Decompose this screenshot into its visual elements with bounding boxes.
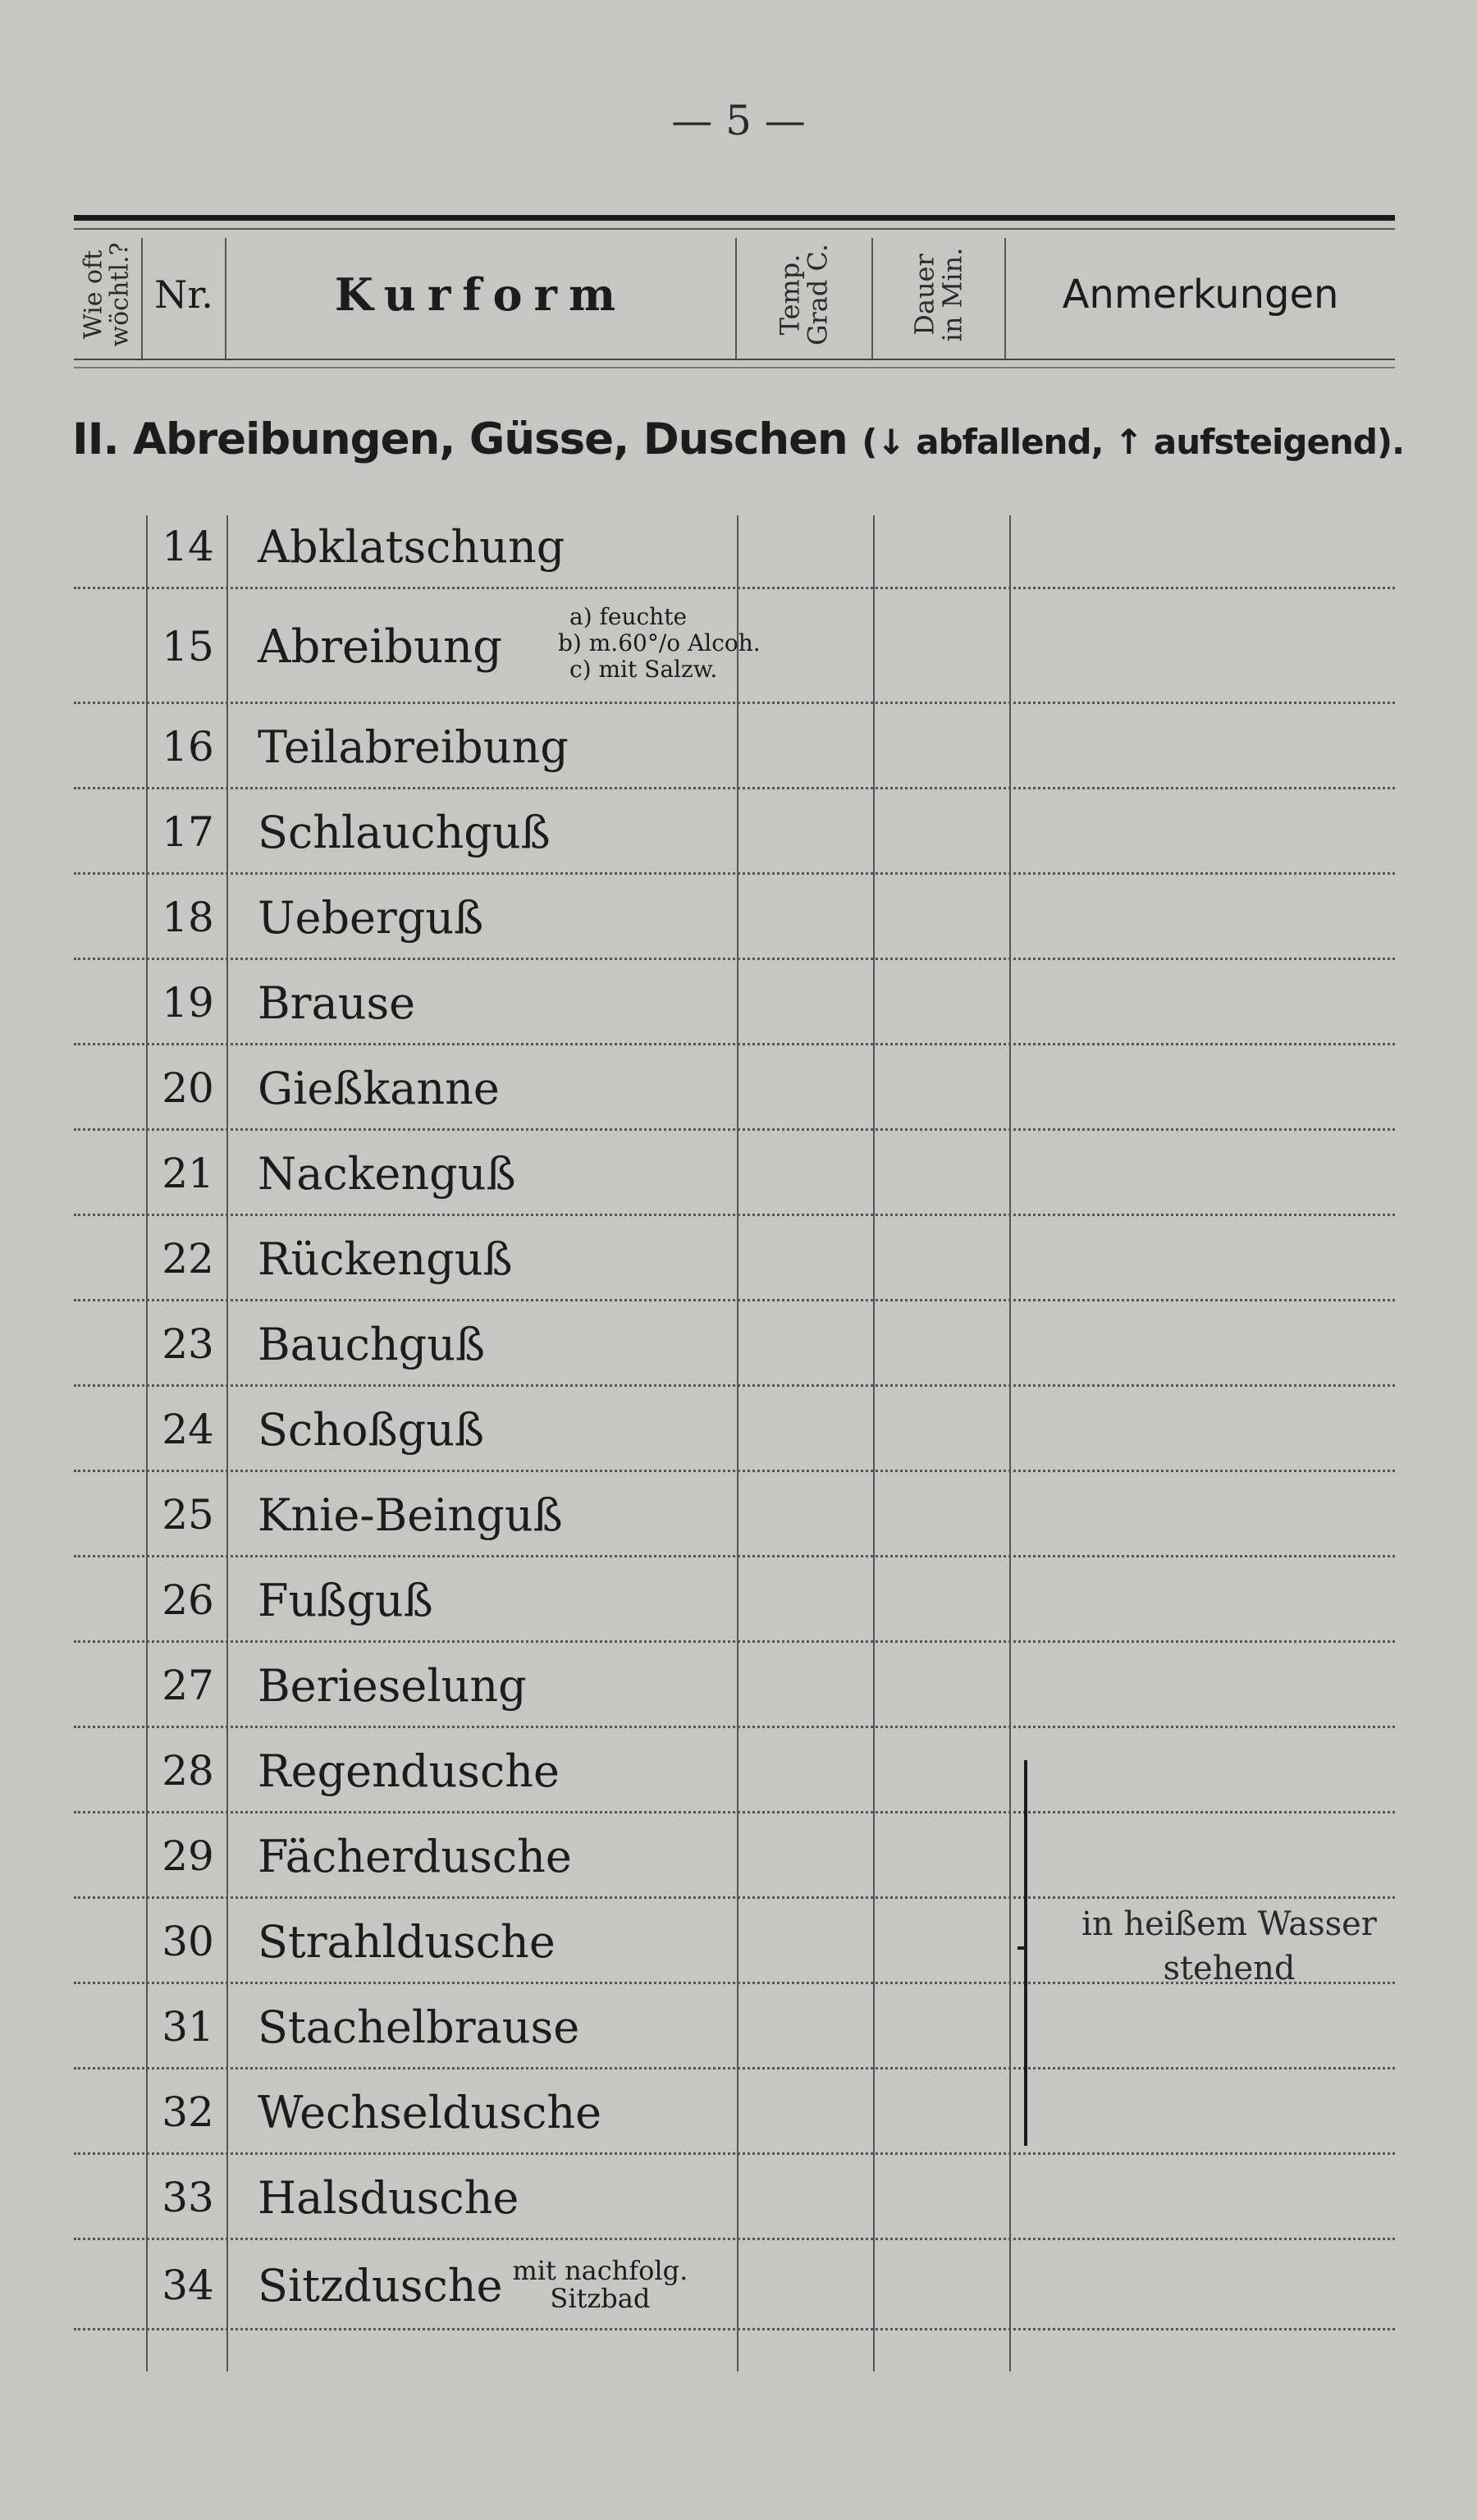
header-wie-oft [74, 230, 139, 359]
row-number: 19 [162, 979, 214, 1027]
row-number: 23 [162, 1320, 214, 1368]
remark-line2: stehend [1163, 1950, 1296, 1987]
row-name: Berieselung [258, 1659, 527, 1712]
row-name: Rückenguß [258, 1233, 513, 1285]
header-temp [737, 230, 871, 359]
table-row [74, 789, 1395, 875]
row-sublist [558, 604, 761, 684]
header-dauer-line1: Dauer [908, 253, 940, 336]
table-row [74, 1813, 1395, 1899]
table-row [74, 960, 1395, 1045]
header-dauer [873, 230, 1004, 359]
section-title: II. Abreibungen, Güsse, Duschen [72, 414, 848, 464]
row-name: Schoßguß [258, 1403, 485, 1456]
row-number: 26 [162, 1576, 214, 1624]
row-number: 27 [162, 1662, 214, 1709]
row-number: 24 [162, 1406, 214, 1453]
header-temp-line1: Temp. [774, 254, 806, 335]
table-row [74, 1216, 1395, 1301]
row-number: 17 [162, 808, 214, 856]
table-row [74, 1984, 1395, 2070]
row-number: 29 [162, 1832, 214, 1880]
row-name: Regendusche [258, 1745, 560, 1797]
row-name: Bauchguß [258, 1318, 486, 1370]
brace-tip [1017, 1946, 1027, 1950]
row-name: Wechseldusche [258, 2086, 602, 2138]
section-heading [72, 414, 1418, 464]
table-row [74, 704, 1395, 789]
row-name: Abreibung [258, 620, 502, 674]
header-rule [74, 359, 1395, 360]
table-row [74, 1472, 1395, 1557]
row-number: 34 [162, 2262, 214, 2309]
row-number: 28 [162, 1747, 214, 1795]
page-number: — 5 — [671, 97, 806, 144]
row-number: 31 [162, 2003, 214, 2051]
row-name: Teilabreibung [258, 720, 569, 773]
brace-bracket [1024, 1760, 1027, 2146]
header-rule-thin [74, 367, 1395, 368]
row-note-line1: mit nachfolg. [512, 2255, 688, 2287]
row-name-text: Sitzdusche [258, 2259, 503, 2312]
row-name: Gießkanne [258, 1062, 500, 1114]
row-name: Abklatschung [258, 520, 565, 573]
row-number: 30 [162, 1918, 214, 1965]
table-row [74, 1643, 1395, 1728]
table-row [74, 875, 1395, 960]
row-note [512, 2257, 688, 2312]
row-name: Schlauchguß [258, 806, 551, 858]
row-name: Stachelbrause [258, 2001, 580, 2053]
sub-item: a) feuchte [569, 603, 688, 630]
row-name: Fußguß [258, 1574, 433, 1626]
header-wie-oft-line2: wöchtl.? [105, 241, 134, 347]
table-row [74, 1131, 1395, 1216]
row-name: Brause [258, 976, 416, 1029]
table-row [74, 2155, 1395, 2240]
table-row [74, 2070, 1395, 2155]
row-name: Ueberguß [258, 891, 484, 944]
table-row [74, 1387, 1395, 1472]
row-name: Knie-Beinguß [258, 1489, 563, 1541]
table-row [74, 2240, 1395, 2330]
header-nr: Nr. [154, 272, 213, 317]
header-anmerkungen: Anmerkungen [1062, 271, 1339, 318]
table-row [74, 504, 1395, 589]
header-dauer-line2: in Min. [936, 247, 967, 341]
row-name: Fächerdusche [258, 1830, 572, 1882]
row-number: 14 [162, 523, 214, 570]
row-number: 33 [162, 2174, 214, 2221]
row-name: Nackenguß [258, 1147, 516, 1200]
row-number: 15 [162, 623, 214, 670]
header-wie-oft-line1: Wie oft [79, 249, 108, 339]
row-number: 25 [162, 1491, 214, 1539]
header-kurform: Kurform [334, 268, 628, 321]
sub-item: b) m.60°/o Alcoh. [558, 629, 761, 657]
row-number: 20 [162, 1064, 214, 1112]
row-name: Halsdusche [258, 2171, 519, 2224]
remark-line1: in heißem Wasser [1081, 1905, 1377, 1943]
table-row [74, 1557, 1395, 1643]
row-name [258, 2240, 688, 2330]
row-note-line2: Sitzbad [550, 2283, 651, 2314]
row-number: 21 [162, 1150, 214, 1197]
row-number: 18 [162, 894, 214, 941]
remark-note [1032, 1902, 1426, 1991]
row-number: 16 [162, 723, 214, 771]
table-row [74, 1728, 1395, 1813]
sub-item: c) mit Salzw. [569, 656, 718, 684]
section-legend: (↓ abfallend, ↑ aufsteigend). [862, 422, 1405, 462]
table-row [74, 1301, 1395, 1387]
row-name: Strahldusche [258, 1915, 556, 1968]
row-number: 22 [162, 1235, 214, 1283]
row-number: 32 [162, 2088, 214, 2136]
table-row [74, 589, 1395, 704]
top-rule [74, 215, 1395, 221]
header-temp-line2: Grad C. [802, 243, 833, 345]
table-row [74, 1045, 1395, 1131]
